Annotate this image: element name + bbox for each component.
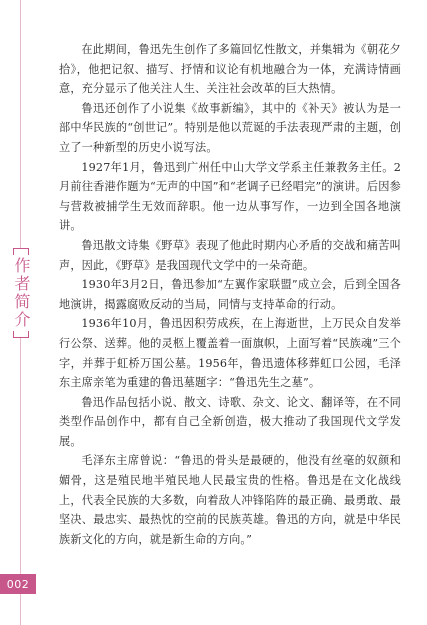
- paragraph: 鲁迅还创作了小说集《故事新编》，其中的《补天》被认为是一部中华民族的“创世记”。特别是他以荒诞的手法表现严肃的主题，创立了一种新型的历史小说写法。: [59, 101, 401, 154]
- bracket-top-icon: [13, 248, 29, 255]
- paragraph: 1927年1月，鲁迅到广州任中山大学文学系主任兼教务主任。2月前往香港作题为“无声的中国”和“老调子已经唱完”的演讲。后因参与营救被捕学生无效而辞职。他一边从事写作，一边到全国各地演讲。: [59, 160, 401, 233]
- paragraph: 1936年10月，鲁迅因积劳成疾，在上海逝世，上万民众自发举行公祭、送葬。他的灵柩上覆盖着一面旗帜，上面写着“民族魂”三个字，并葬于虹桥万国公墓。1956年，鲁迅遗体移葬虹口公园，毛泽东主席亲笔为重建的鲁迅墓题字：“鲁迅先生之墓”。: [59, 317, 401, 390]
- paragraph: 1930年3月2日，鲁迅参加“左翼作家联盟”成立会，后到全国各地演讲，揭露腐败反动的当局，同情与支持革命的行动。: [59, 278, 401, 311]
- paragraph: 毛泽东主席曾说：“鲁迅的骨头是最硬的，他没有丝毫的奴颜和媚骨，这是殖民地半殖民地人民最宝贵的性格。鲁迅是在文化战线上，代表全民族的大多数，向着敌人冲锋陷阵的最正确、最勇敢、最坚决、最忠实、最热忱的空前的民族英雄。鲁迅的方向，就是中华民族新文化的方向，就是新生命的方向。”: [59, 454, 401, 546]
- page-number: 002: [0, 574, 36, 594]
- paragraph: 鲁迅散文诗集《野草》表现了他此时期内心矛盾的交战和痛苦叫声，因此，《野草》是我国现代文学中的一朵奇葩。: [59, 238, 401, 272]
- paragraph: 鲁迅作品包括小说、散文、诗歌、杂文、论文、翻译等，在不同类型作品创作中，都有自己全新创造，极大推动了我国现代文学发展。: [59, 395, 401, 448]
- paragraph: 在此期间，鲁迅先生创作了多篇回忆性散文，并集辑为《朝花夕拾》，他把记叙、描写、抒情和议论有机地融合为一体，充满诗情画意，充分显示了他关注人生、关注社会改革的巨大热情。: [59, 43, 401, 96]
- body-text: [59, 40, 401, 549]
- section-tab: [10, 248, 32, 338]
- bracket-bottom-icon: [13, 331, 29, 338]
- section-tab-label: 作者简介: [12, 257, 31, 329]
